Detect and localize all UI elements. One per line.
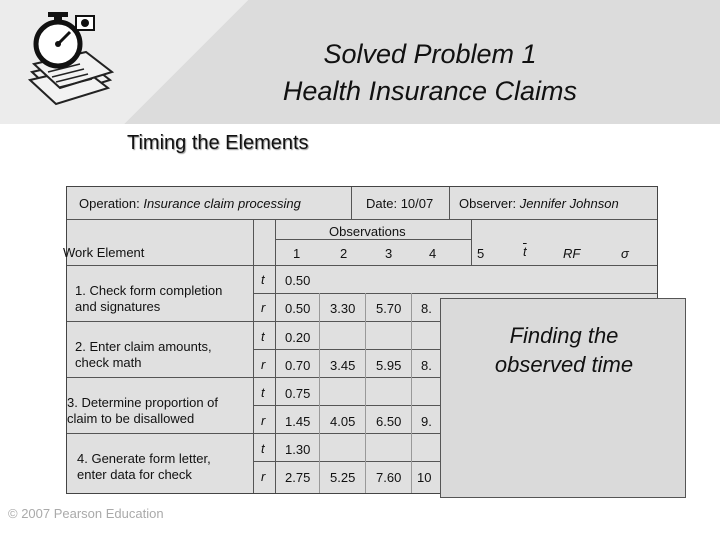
date-label: Date: <box>366 196 398 211</box>
r-value: 5.95 <box>376 358 402 373</box>
r-value: 5.25 <box>330 470 356 485</box>
r-value: 5.70 <box>376 301 402 316</box>
callout-line-2: observed time <box>494 352 634 377</box>
r-value: 6.50 <box>376 414 402 429</box>
callout-text <box>441 321 687 379</box>
obs-number: 5 <box>477 246 485 261</box>
work-element-header: Work Element <box>63 245 145 260</box>
r-value: 0.50 <box>285 301 311 316</box>
t-row-marker: t <box>261 441 265 456</box>
r-value: 9. <box>421 414 432 429</box>
divider <box>253 293 657 294</box>
t-value: 0.50 <box>285 273 311 288</box>
work-element-label: 2. Enter claim amounts, check math <box>75 339 212 370</box>
observer-field <box>459 196 619 211</box>
title-line-1: Solved Problem 1 <box>323 39 537 69</box>
divider <box>351 187 352 219</box>
r-value: 8. <box>421 358 432 373</box>
divider <box>365 293 366 493</box>
r-value: 1.45 <box>285 414 311 429</box>
slide-title <box>220 36 640 110</box>
work-element-label: 4. Generate form letter, enter data for check <box>77 451 211 482</box>
r-row-marker: r <box>261 413 266 428</box>
divider <box>275 239 471 240</box>
r-value: 4.05 <box>330 414 356 429</box>
callout-line-1: Finding the <box>509 323 619 348</box>
title-line-2: Health Insurance Claims <box>282 76 578 106</box>
t-value: 0.75 <box>285 386 311 401</box>
t-row-marker: t <box>261 385 265 400</box>
obs-number: 3 <box>385 246 393 261</box>
work-element-label: 3. Determine proportion of claim to be disallowed <box>67 395 219 426</box>
r-value: 3.30 <box>330 301 356 316</box>
observer-label: Observer: <box>459 196 517 211</box>
t-row-marker: t <box>261 272 265 287</box>
observations-header: Observations <box>329 224 406 239</box>
obs-number: 2 <box>340 246 348 261</box>
r-row-marker: r <box>261 469 266 484</box>
date-field <box>366 196 433 211</box>
copyright-footer: © 2007 Pearson Education <box>8 506 164 521</box>
date-value: 10/07 <box>400 196 434 211</box>
t-value: 0.20 <box>285 330 311 345</box>
divider <box>471 219 472 265</box>
r-row-marker: r <box>261 300 266 315</box>
divider <box>253 219 254 493</box>
t-value: 1.30 <box>285 442 311 457</box>
rf-header: RF <box>563 246 581 261</box>
operation-value: Insurance claim processing <box>143 196 301 211</box>
r-value: 8. <box>421 301 432 316</box>
slide-subtitle: Timing the Elements <box>127 132 309 154</box>
r-value: 0.70 <box>285 358 311 373</box>
operation-label: Operation: <box>79 196 140 211</box>
r-value: 7.60 <box>376 470 402 485</box>
obs-number: 1 <box>293 246 301 261</box>
work-element-label: 1. Check form completion and signatures <box>75 283 223 314</box>
divider <box>275 219 276 493</box>
divider <box>449 187 450 219</box>
obs-number: 4 <box>429 246 437 261</box>
operation-field <box>79 196 301 211</box>
divider <box>411 293 412 493</box>
sigma-header: σ <box>621 246 629 261</box>
stopwatch-papers-icon <box>18 10 118 110</box>
r-value: 2.75 <box>285 470 311 485</box>
r-value: 3.45 <box>330 358 356 373</box>
divider <box>319 293 320 493</box>
r-row-marker: r <box>261 357 266 372</box>
divider <box>67 219 657 220</box>
observer-value: Jennifer Johnson <box>519 196 619 211</box>
tbar-header: $\overline{t}$ <box>523 244 527 259</box>
t-row-marker: t <box>261 329 265 344</box>
divider <box>67 265 657 266</box>
callout-box <box>440 298 686 498</box>
r-value: 10 <box>417 470 432 485</box>
